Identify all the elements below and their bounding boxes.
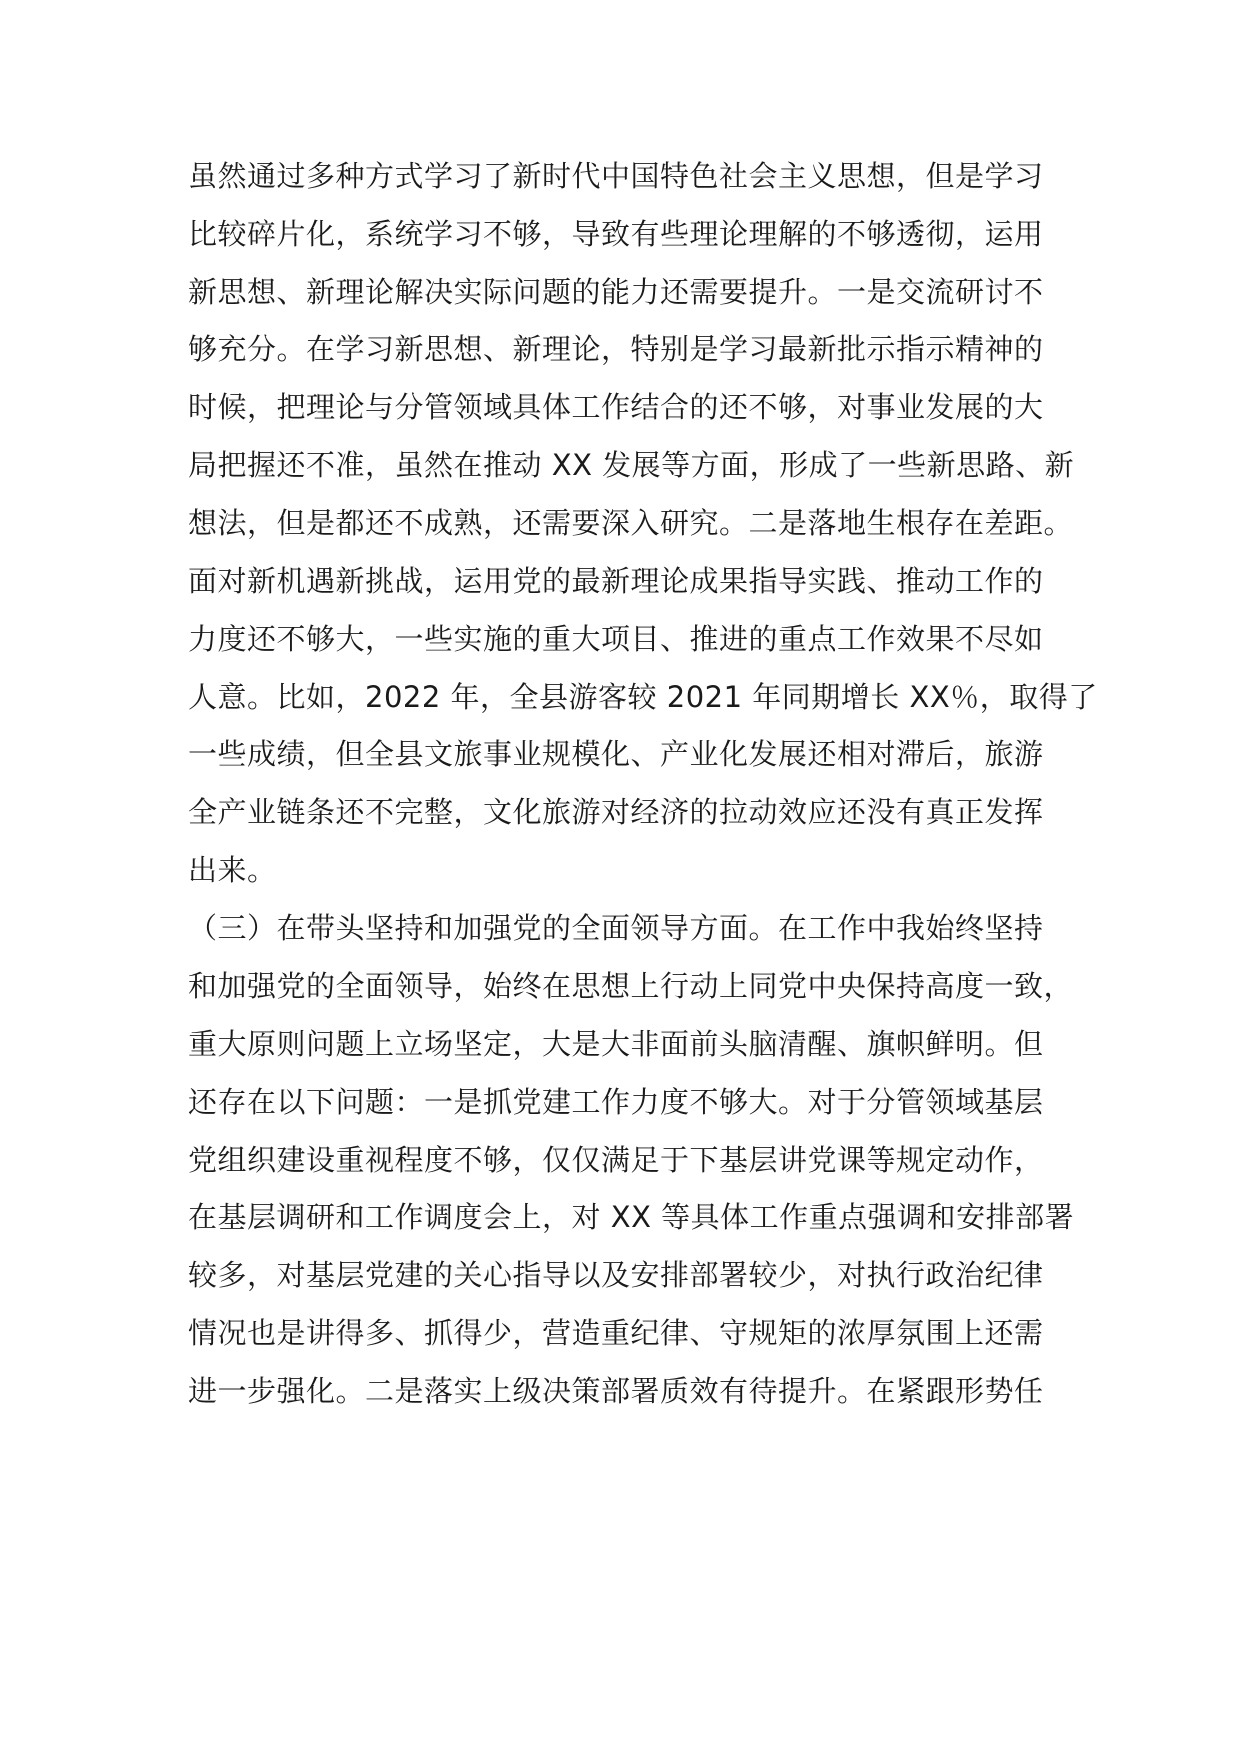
text-line: 出来。 (188, 853, 277, 887)
text-line: 较多，对基层党建的关心指导以及安排部署较少，对执行政治纪律 (188, 1258, 1044, 1292)
text-line: 重大原则问题上立场坚定，大是大非面前头脑清醒、旗帜鲜明。但 (188, 1027, 1044, 1061)
section-heading-line: （三）在带头坚持和加强党的全面领导方面。在工作中我始终坚持 (188, 911, 1044, 945)
text-line: 还存在以下问题：一是抓党建工作力度不够大。对于分管领域基层 (188, 1085, 1044, 1119)
text-line: 人意。比如，2022 年，全县游客较 2021 年同期增长 XX％，取得了 (188, 680, 1098, 714)
text-line: 在基层调研和工作调度会上，对 XX 等具体工作重点强调和安排部署 (188, 1200, 1075, 1234)
text-line: 比较碎片化，系统学习不够，导致有些理论理解的不够透彻，运用 (188, 217, 1044, 251)
text-line: 党组织建设重视程度不够，仅仅满足于下基层讲党课等规定动作， (188, 1143, 1044, 1177)
text-line: 全产业链条还不完整，文化旅游对经济的拉动效应还没有真正发挥 (188, 795, 1044, 829)
text-line: 情况也是讲得多、抓得少，营造重纪律、守规矩的浓厚氛围上还需 (188, 1316, 1044, 1350)
text-line: 面对新机遇新挑战，运用党的最新理论成果指导实践、推动工作的 (188, 564, 1044, 598)
text-line: 一些成绩，但全县文旅事业规模化、产业化发展还相对滞后，旅游 (188, 737, 1044, 771)
text-line: 时候，把理论与分管领域具体工作结合的还不够，对事业发展的大 (188, 390, 1044, 424)
text-line: 新思想、新理论解决实际问题的能力还需要提升。一是交流研讨不 (188, 275, 1044, 309)
text-line: 够充分。在学习新思想、新理论，特别是学习最新批示指示精神的 (188, 332, 1044, 366)
text-line: 局把握还不准，虽然在推动 XX 发展等方面，形成了一些新思路、新 (188, 448, 1075, 482)
text-line: 虽然通过多种方式学习了新时代中国特色社会主义思想，但是学习 (188, 159, 1044, 193)
text-line: 和加强党的全面领导，始终在思想上行动上同党中央保持高度一致， (188, 969, 1074, 1003)
text-line: 力度还不够大，一些实施的重大项目、推进的重点工作效果不尽如 (188, 622, 1044, 656)
text-line: 想法，但是都还不成熟，还需要深入研究。二是落地生根存在差距。 (188, 506, 1074, 540)
text-line: 进一步强化。二是落实上级决策部署质效有待提升。在紧跟形势任 (188, 1374, 1044, 1408)
